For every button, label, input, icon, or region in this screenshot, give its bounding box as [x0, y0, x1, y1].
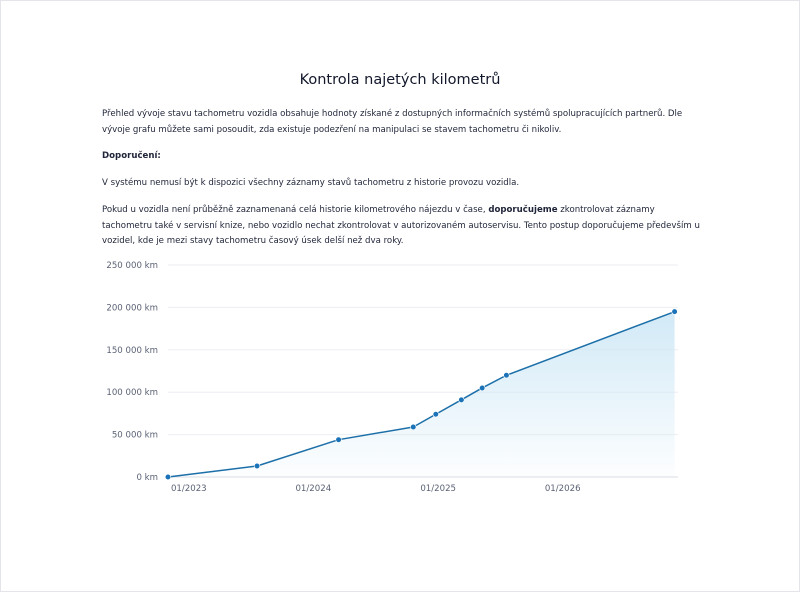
area-fill — [168, 312, 675, 477]
recommendation-heading: Doporučení: — [102, 151, 161, 161]
y-tick-label: 0 km — [136, 473, 158, 483]
x-axis-ticks — [171, 484, 581, 494]
data-point[interactable] — [479, 385, 485, 391]
x-tick-label: 01/2026 — [544, 484, 581, 494]
chart-area-fill — [168, 312, 675, 477]
data-point[interactable] — [254, 463, 260, 469]
x-tick-label: 01/2024 — [295, 484, 332, 494]
recommendation-detail-start: Pokud u vozidla není průběžně zaznamenaná celá historie kilometrového nájezdu v čase, — [102, 205, 489, 215]
y-tick-label: 150 000 km — [106, 345, 158, 356]
data-point[interactable] — [672, 309, 678, 315]
data-point[interactable] — [336, 437, 342, 443]
y-tick-label: 50 000 km — [111, 430, 158, 441]
intro-paragraph: Přehled vývoje stavu tachometru vozidla obsahuje hodnoty získané z dostupných informačních systémů spolupracujících partnerů. Dle vývoje grafu můžete sami posoudit, zda existuje podezření na manipulaci se stavem tachometru či nikoliv. — [102, 109, 683, 135]
x-tick-label: 01/2025 — [420, 484, 457, 494]
y-tick-label: 100 000 km — [106, 388, 158, 399]
recommendation-emphasis: doporučujeme — [488, 205, 558, 215]
data-point[interactable] — [165, 474, 171, 480]
data-point[interactable] — [433, 411, 439, 417]
data-point[interactable] — [459, 397, 465, 403]
page-title: Kontrola najetých kilometrů — [299, 72, 501, 88]
recommendation-paragraph: V systému nemusí být k dispozici všechny záznamy stavů tachometru z historie provozu vozidla. — [102, 178, 520, 188]
y-tick-label: 250 000 km — [106, 261, 158, 271]
recommendation-detail-end: zkontrolovat záznamy tachometru také v servisní knize, nebo vozidlo nechat zkontrolovat v autorizovaném autoservisu. Tento postup doporučujeme především u vozidel, kde je mezi stavy tachometru časový úsek delší než dva roky. — [102, 205, 700, 246]
x-tick-label: 01/2023 — [170, 484, 207, 494]
y-axis-ticks — [106, 261, 158, 483]
data-point[interactable] — [410, 424, 416, 430]
data-point[interactable] — [504, 372, 510, 378]
y-tick-label: 200 000 km — [106, 303, 158, 314]
